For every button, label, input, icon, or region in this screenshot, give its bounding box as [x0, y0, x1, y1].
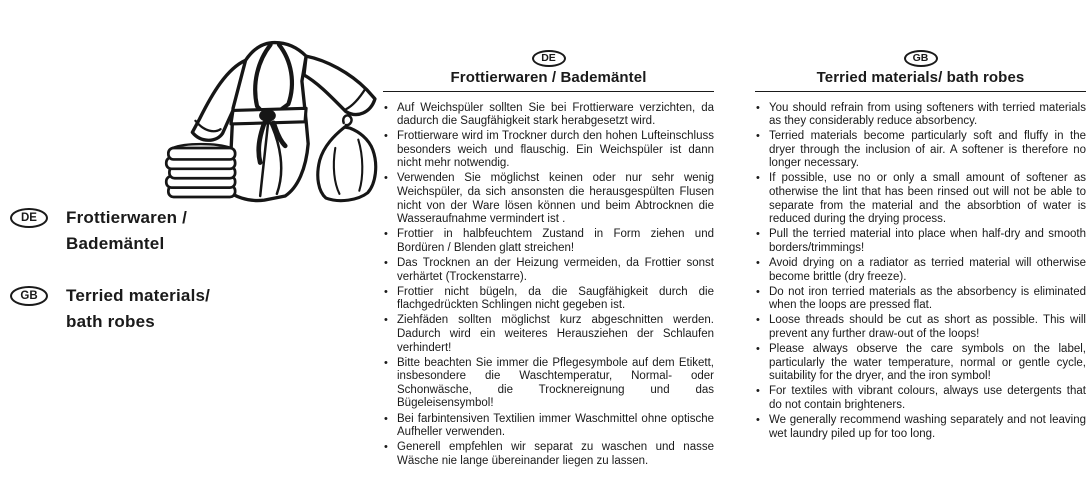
robe-right-sleeve	[304, 56, 375, 114]
index-label-gb	[66, 283, 210, 335]
index-label-de	[66, 205, 187, 257]
bullet-item: • Pull the terried material into place when half-dry and smooth borders/trimmings!	[755, 228, 1086, 255]
towel-stack	[166, 144, 235, 197]
gb-column-badge: GB	[904, 50, 938, 67]
bullet-item: • Frottier nicht bügeln, da die Saugfähigkeit durch die flachgedrückten Schlingen nicht gegeben ist.	[383, 286, 714, 313]
bullet-item: • Terried materials become particularly soft and fluffy in the dryer through the inclusion of air. A softener is therefore no longer necessary.	[755, 130, 1086, 171]
index-label-de-line1: Frottierwaren /	[66, 208, 188, 227]
bullet-item: • Loose threads should be cut as short as possible. This will prevent any further draw-out of the loops!	[755, 314, 1086, 341]
bullet-item: • Please always observe the care symbols on the label, particularly the water temperature, normal or gentle cycle, suitability for the dryer, and the iron symbol!	[755, 343, 1086, 384]
bullet-item: • Bitte beachten Sie immer die Pflegesymbole auf dem Etikett, insbesondere die Waschtemperatur, Normal- oder Schonwäsche, die Trocknereignung und das Bügeleisensymbol!	[383, 357, 714, 411]
bullet-item: • Bei farbintensiven Textilien immer Waschmittel ohne optische Aufheller verwenden.	[383, 413, 714, 440]
header-rule-gb	[755, 91, 1086, 92]
bullet-item: • We generally recommend washing separately and not leaving wet laundry piled up for too long.	[755, 414, 1086, 441]
bullet-item: • Ziehfäden sollten möglichst kurz abgeschnitten werden. Dadurch wird ein weiteres Herausziehen der Schlaufen verhindert!	[383, 314, 714, 355]
column-header-de	[383, 48, 714, 92]
bullet-item: • Avoid drying on a radiator as terried material will otherwise become brittle (dry freeze).	[755, 257, 1086, 284]
gb-language-badge: GB	[10, 286, 48, 306]
de-language-badge: DE	[10, 208, 48, 228]
bullet-list-de	[383, 102, 714, 469]
bullet-item: • Generell empfehlen wir separat zu waschen und nasse Wäsche nie lange übereinander liegen zu lassen.	[383, 441, 714, 468]
bathrobe-illustration	[160, 35, 400, 215]
bullet-item: • You should refrain from using softeners with terried materials as they considerably reduce absorbency.	[755, 102, 1086, 129]
illustration-area	[160, 35, 400, 215]
bullet-item: • Auf Weichspüler sollten Sie bei Frottierware verzichten, da dadurch die Saugfähigkeit stark herabgesetzt wird.	[383, 102, 714, 129]
instructions-column-de	[383, 48, 714, 470]
index-label-de-line2: Bademäntel	[66, 234, 165, 253]
bullet-item: • Verwenden Sie möglichst keinen oder nur sehr wenig Weichspüler, da sich ansonsten die herausgespülten Flusen nicht von der Ware lösen können und beim Abtrocknen die Wasseraufnahme vermindert ist .	[383, 172, 714, 226]
index-entry-de	[10, 205, 350, 257]
bullet-item: • Das Trocknen an der Heizung vermeiden, da Frottier sonst verhärtet (Trockenstarre).	[383, 257, 714, 284]
bullet-item: • For textiles with vibrant colours, always use detergents that do not contain brighteners.	[755, 385, 1086, 412]
hanging-towel	[318, 115, 376, 200]
column-title-de: Frottierwaren / Bademäntel	[450, 68, 647, 86]
de-column-badge: DE	[532, 50, 566, 67]
index-label-gb-line1: Terried materials/	[66, 286, 211, 305]
index-label-gb-line2: bath robes	[66, 312, 155, 331]
bullet-item: • Frottier in halbfeuchtem Zustand in Form ziehen und Bordüren / Blenden glatt streichen!	[383, 228, 714, 255]
bullet-item: • Frottierware wird im Trockner durch den hohen Lufteinschluss besonders weich und flauschig. Ein Weichspüler ist dann nicht mehr notwendig.	[383, 130, 714, 171]
bullet-item: • If possible, use no or only a small amount of softener as otherwise the lint that has been rinsed out will not be able to separate from the material and the absorbtion of water is reduced during the drying process.	[755, 172, 1086, 226]
column-title-gb: Terried materials/ bath robes	[816, 68, 1025, 86]
instructions-column-gb	[755, 48, 1086, 443]
bullet-item: • Do not iron terried materials as the absorbency is eliminated when the loops are pressed flat.	[755, 286, 1086, 313]
language-index	[10, 205, 350, 361]
bullet-list-gb	[755, 102, 1086, 442]
header-rule-de	[383, 91, 714, 92]
index-entry-gb	[10, 283, 350, 335]
column-header-gb	[755, 48, 1086, 92]
